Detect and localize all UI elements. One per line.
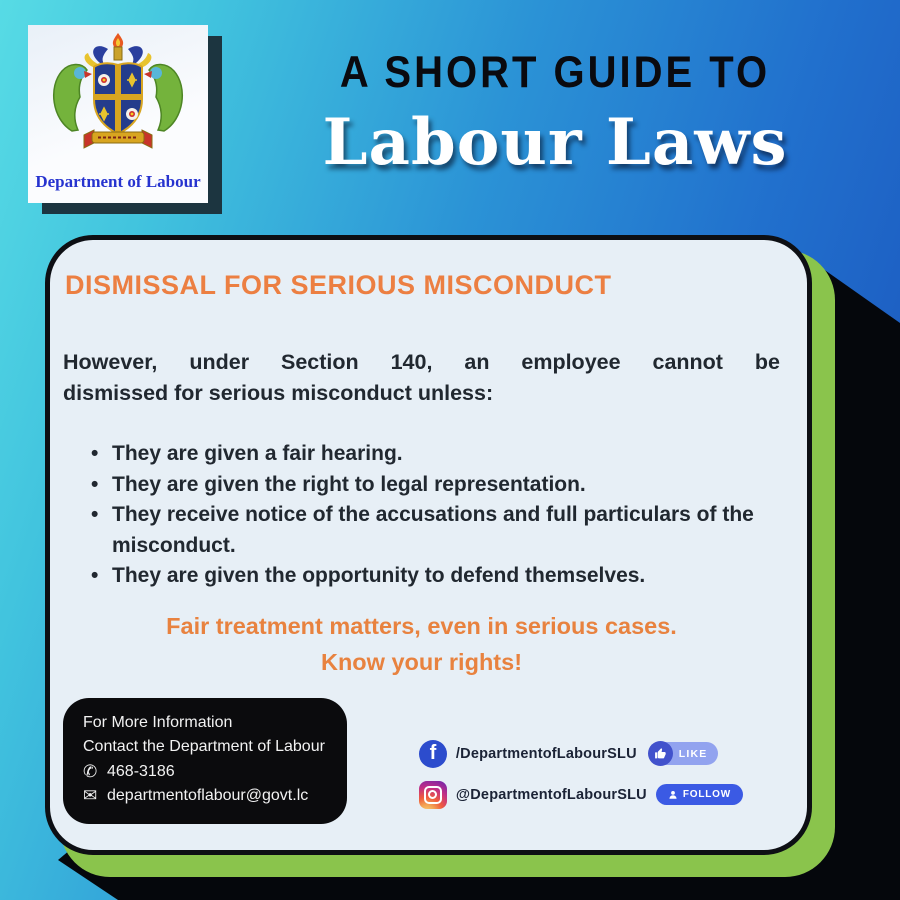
email-icon: ✉ — [83, 786, 98, 805]
like-label: LIKE — [678, 747, 708, 760]
bullet-item: • They are given a fair hearing. — [91, 439, 780, 470]
bullet-item: • They receive notice of the accusations and full particulars of the misconduct. — [91, 500, 780, 561]
intro-line2: dismissed for serious misconduct unless: — [63, 381, 494, 405]
saint-lucia-coat-of-arms-icon — [38, 31, 198, 167]
like-button[interactable] — [649, 742, 719, 765]
phone-icon: ✆ — [83, 761, 98, 781]
social-links — [419, 740, 743, 809]
contact-phone: 468-3186 — [107, 762, 175, 780]
page-title — [270, 48, 840, 180]
instagram-row — [419, 781, 743, 809]
follow-button[interactable] — [656, 784, 743, 805]
contact-line1: For More Information — [83, 713, 233, 731]
bullet-item: • They are given the right to legal representation. — [91, 470, 780, 501]
instagram-icon[interactable] — [419, 781, 447, 809]
facebook-row — [419, 740, 743, 768]
highlight-line2: Know your rights! — [320, 648, 523, 675]
title-line2: Labour Laws — [322, 105, 788, 180]
content-card — [45, 235, 812, 855]
person-icon — [668, 790, 678, 800]
highlight-text — [63, 608, 780, 680]
contact-email-row — [83, 784, 325, 809]
contact-phone-row — [83, 760, 325, 785]
follow-label: FOLLOW — [682, 789, 731, 800]
title-line1: A SHORT GUIDE TO — [339, 48, 771, 98]
thumbs-up-icon — [648, 741, 673, 766]
contact-line2: Contact the Department of Labour — [83, 738, 325, 755]
facebook-handle[interactable]: /DepartmentofLabourSLU — [455, 745, 637, 762]
contact-box — [63, 698, 347, 824]
intro-line1: However, under Section 140, an employee cannot be — [63, 350, 780, 374]
logo-caption: Department of Labour — [35, 172, 201, 191]
card-footer — [63, 698, 780, 824]
card-heading: DISMISSAL FOR SERIOUS MISCONDUCT — [65, 270, 612, 300]
highlight-line1: Fair treatment matters, even in serious cases. — [166, 612, 677, 639]
bullet-list — [63, 439, 780, 592]
bullet-item: • They are given the opportunity to defend themselves. — [91, 561, 780, 592]
intro-paragraph — [63, 347, 780, 409]
instagram-handle[interactable]: @DepartmentofLabourSLU — [455, 786, 647, 803]
facebook-icon[interactable]: f — [419, 740, 447, 768]
contact-email: departmentoflabour@govt.lc — [107, 787, 309, 804]
logo-box — [28, 25, 208, 203]
